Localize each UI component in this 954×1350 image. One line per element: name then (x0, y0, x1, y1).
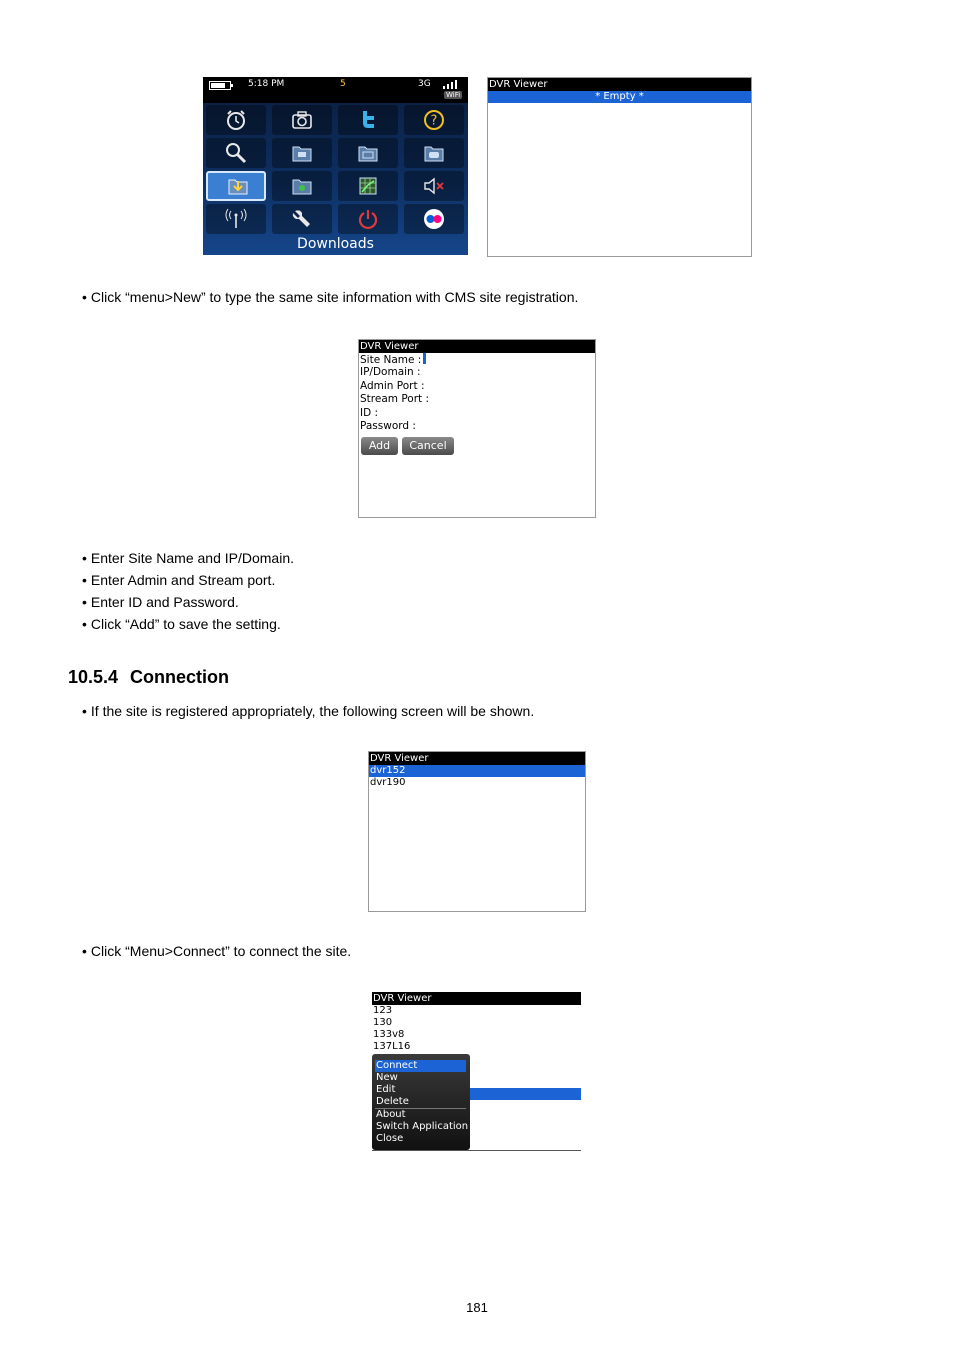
twitter-icon (357, 109, 379, 131)
site-list-item[interactable]: 137L16 (373, 1041, 411, 1052)
menu-item-new[interactable]: New (376, 1072, 398, 1083)
network-type: 3G (418, 79, 431, 89)
cancel-button[interactable]: Cancel (402, 437, 454, 455)
dvr-viewer-site-form (358, 339, 596, 518)
app-tile-options[interactable] (272, 204, 332, 234)
app-title-bar: DVR Viewer (488, 78, 751, 91)
app-tile-spreadsheet[interactable] (338, 171, 398, 201)
instruction-enter-site: • Enter Site Name and IP/Domain. (82, 550, 294, 566)
folder-icon (357, 142, 379, 164)
instruction-new-site: • Click “menu>New” to type the same site information with CMS site registration. (82, 289, 578, 305)
site-list-item[interactable]: dvr190 (370, 777, 406, 788)
app-tile-help[interactable] (404, 105, 464, 135)
menu-item-about[interactable]: About (376, 1109, 406, 1120)
app-tile-media-folder[interactable] (404, 138, 464, 168)
app-tile-messages-folder[interactable] (272, 138, 332, 168)
app-tile-power[interactable] (338, 204, 398, 234)
app-tile-alarm[interactable] (206, 105, 266, 135)
app-tile-downloads[interactable] (206, 171, 266, 201)
instruction-click-add: • Click “Add” to save the setting. (82, 616, 281, 632)
app-tile-search[interactable] (206, 138, 266, 168)
app-title-bar: DVR Viewer (372, 992, 581, 1005)
search-icon (225, 142, 247, 164)
power-icon (357, 208, 379, 230)
site-name-field[interactable]: Site Name : (359, 353, 595, 366)
menu-item-delete[interactable]: Delete (376, 1096, 409, 1107)
admin-port-field[interactable]: Admin Port : (360, 379, 425, 392)
password-field[interactable]: Password : (360, 419, 416, 432)
battery-icon (209, 81, 233, 93)
downloads-icon (227, 175, 249, 197)
section-number: 10.5.4 (68, 667, 119, 687)
site-list-item[interactable]: 123 (373, 1005, 393, 1016)
phone-home-screen (203, 77, 468, 255)
selected-app-label: Downloads (297, 236, 374, 252)
section-heading (68, 667, 229, 688)
flickr-icon (423, 208, 445, 230)
app-tile-antenna[interactable] (206, 204, 266, 234)
context-menu (372, 1054, 470, 1150)
app-title-bar: DVR Viewer (359, 340, 595, 353)
app-tile-mute[interactable] (404, 171, 464, 201)
app-folder-icon (291, 175, 313, 197)
page-number: 181 (466, 1300, 488, 1315)
wrench-icon (291, 208, 313, 230)
app-title-bar: DVR Viewer (369, 752, 585, 765)
svg-text:?: ? (430, 113, 438, 129)
dvr-viewer-site-list (368, 751, 586, 912)
site-list-item[interactable]: 133v8 (373, 1029, 405, 1040)
empty-list-indicator[interactable]: * Empty * (488, 91, 751, 103)
ip-domain-field[interactable]: IP/Domain : (360, 366, 421, 379)
menu-item-connect[interactable]: Connect (375, 1060, 466, 1072)
menu-item-edit[interactable]: Edit (376, 1084, 396, 1095)
alarm-clock-icon (225, 109, 247, 131)
status-time: 5:18 PM (248, 79, 285, 89)
instruction-registered: • If the site is registered appropriately, the following screen will be shown. (82, 703, 534, 719)
menu-item-close[interactable]: Close (376, 1133, 404, 1144)
site-list-item[interactable]: dvr152 (369, 765, 585, 777)
stream-port-field[interactable]: Stream Port : (360, 393, 430, 406)
selected-row-highlight (470, 1088, 581, 1100)
app-tile-twitter[interactable] (338, 105, 398, 135)
app-tile-app-folder[interactable] (272, 171, 332, 201)
text-cursor (423, 353, 426, 364)
mute-icon (423, 175, 445, 197)
messages-folder-icon (291, 142, 313, 164)
site-list-item[interactable]: 130 (373, 1017, 393, 1028)
instruction-enter-ports: • Enter Admin and Stream port. (82, 572, 275, 588)
app-tile-flickr[interactable] (404, 204, 464, 234)
id-field[interactable]: ID : (360, 406, 379, 419)
status-bar (203, 77, 468, 103)
spreadsheet-icon (357, 175, 379, 197)
antenna-icon (225, 208, 247, 230)
dvr-viewer-empty-screen (487, 77, 752, 257)
help-icon (423, 109, 445, 131)
media-folder-icon (423, 142, 445, 164)
camera-icon (291, 109, 313, 131)
section-title: Connection (130, 667, 230, 687)
app-tile-folder[interactable] (338, 138, 398, 168)
app-tile-camera[interactable] (272, 105, 332, 135)
instruction-connect: • Click “Menu>Connect” to connect the site. (82, 943, 351, 959)
instruction-enter-credentials: • Enter ID and Password. (82, 594, 239, 610)
wifi-badge: WiFi (446, 91, 461, 99)
notification-count: 5 (340, 79, 346, 89)
menu-item-switch-application[interactable]: Switch Application (376, 1121, 469, 1132)
add-button[interactable]: Add (361, 437, 398, 455)
